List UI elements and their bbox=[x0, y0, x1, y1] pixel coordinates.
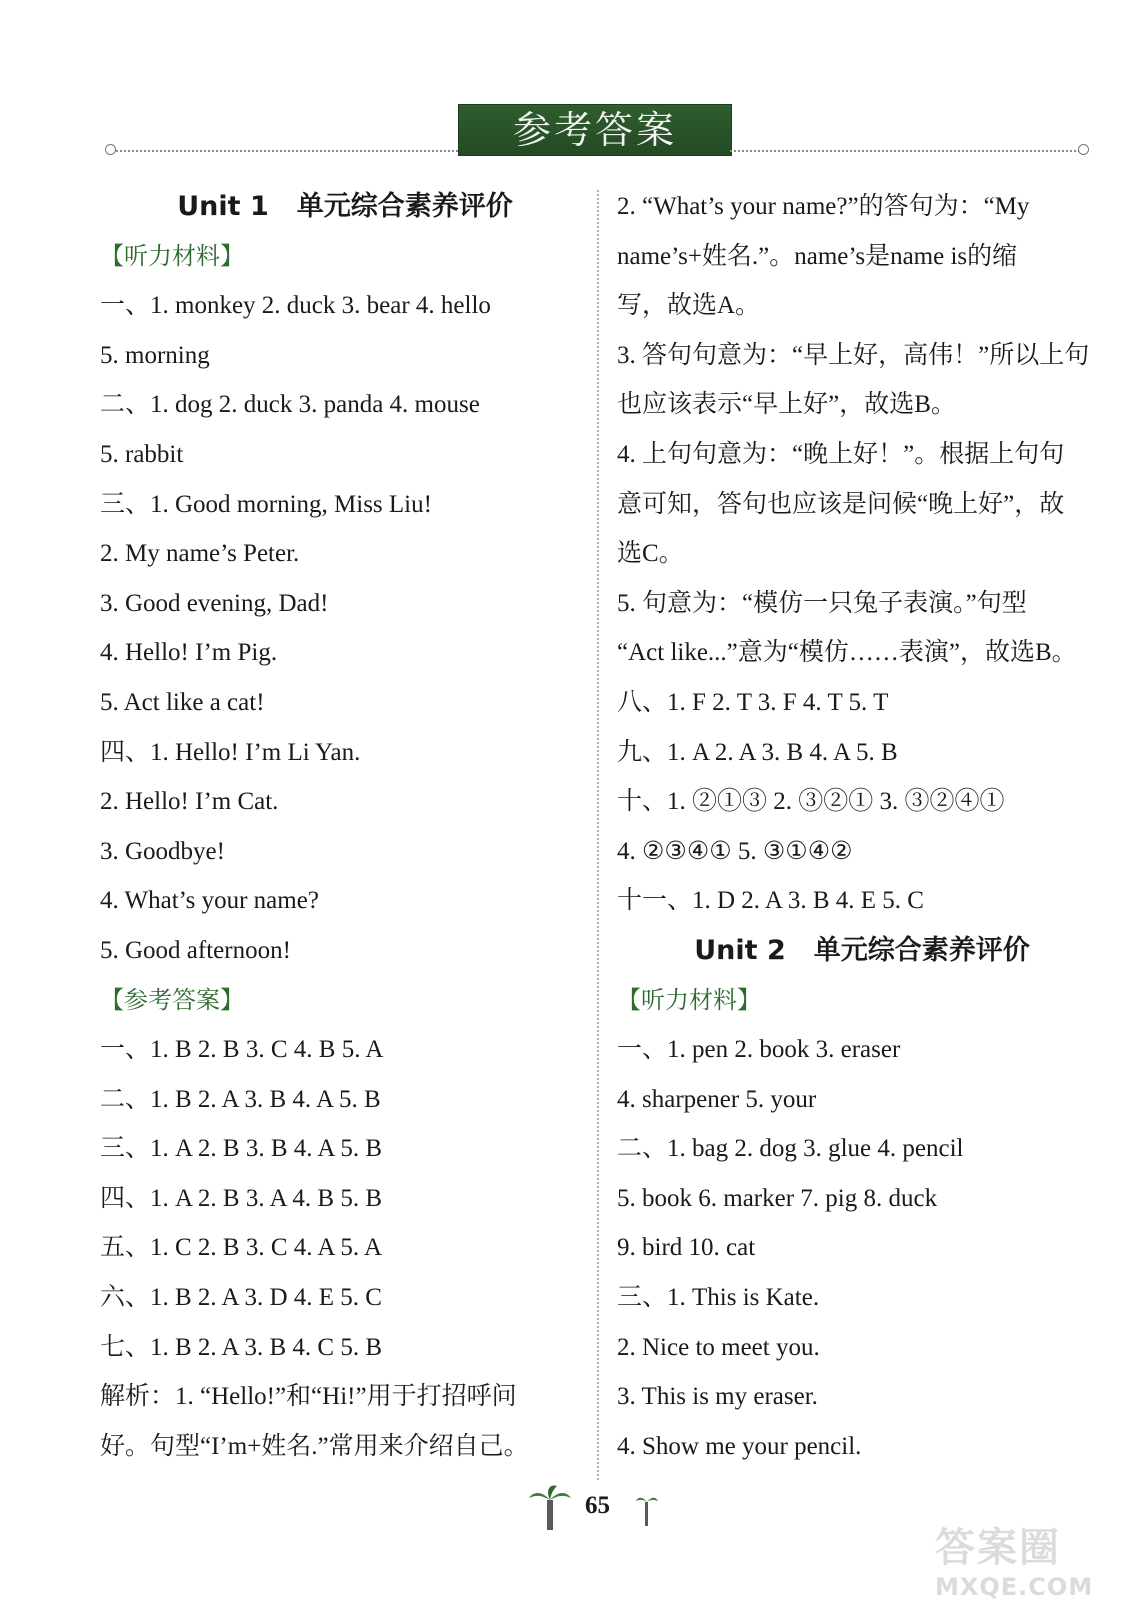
unit1-title bbox=[100, 182, 590, 232]
listening-line: 3. This is my eraser. bbox=[617, 1383, 818, 1411]
page-number: 65 bbox=[585, 1492, 610, 1519]
listening-line: 4. Hello! I’m Pig. bbox=[100, 639, 278, 667]
listening-line: 4. sharpener 5. your bbox=[617, 1085, 817, 1113]
watermark-top: 答案圈 bbox=[935, 1525, 1061, 1571]
column-divider bbox=[597, 190, 599, 1480]
listening-line: 4. Show me your pencil. bbox=[617, 1432, 862, 1460]
unit2-listening-header: 【听力材料】 bbox=[617, 985, 761, 1014]
unit1-listening-header: 【听力材料】 bbox=[100, 241, 244, 270]
answer-line: 三、1. A 2. B 3. B 4. A 5. B bbox=[100, 1135, 382, 1163]
listening-line: 2. My name’s Peter. bbox=[100, 540, 300, 568]
rule-left-end-circle bbox=[105, 144, 116, 155]
listening-line: 9. bird 10. cat bbox=[617, 1234, 756, 1262]
header-rule-left bbox=[116, 150, 458, 152]
unit1-answers-header: 【参考答案】 bbox=[100, 985, 244, 1014]
listening-line: 5. rabbit bbox=[100, 440, 184, 468]
explain-line: 5. 句意为：“模仿一只兔子表演。”句型 bbox=[617, 589, 1027, 617]
answer-line: 九、1. A 2. A 3. B 4. A 5. B bbox=[617, 738, 898, 766]
listening-line: 四、1. Hello! I’m Li Yan. bbox=[100, 738, 361, 766]
explain-line: 意可知，答句也应该是问候“晚上好”，故 bbox=[617, 490, 1065, 518]
listening-line: 5. Act like a cat! bbox=[100, 688, 265, 716]
answer-line: 十一、1. D 2. A 3. B 4. E 5. C bbox=[617, 887, 924, 915]
explain-line: 选C。 bbox=[617, 540, 684, 568]
listening-line: 5. morning bbox=[100, 341, 210, 369]
unit2-title bbox=[617, 926, 1107, 976]
analysis-line: 解析：1. “Hello!”和“Hi!”用于打招呼问 bbox=[100, 1383, 517, 1411]
answer-line: 二、1. B 2. A 3. B 4. A 5. B bbox=[100, 1085, 381, 1113]
listening-line: 5. Good afternoon! bbox=[100, 936, 291, 964]
unit2-name: 单元综合素养评价 bbox=[813, 934, 1030, 966]
answer-key-banner bbox=[458, 104, 732, 156]
header-rule-right bbox=[730, 150, 1080, 152]
listening-line: 2. Nice to meet you. bbox=[617, 1333, 820, 1361]
palm-tree-icon bbox=[527, 1484, 573, 1532]
answer-line: 四、1. A 2. B 3. A 4. B 5. B bbox=[100, 1184, 382, 1212]
listening-line: 3. Good evening, Dad! bbox=[100, 589, 329, 617]
listening-line: 5. book 6. marker 7. pig 8. duck bbox=[617, 1184, 938, 1212]
listening-line: 二、1. bag 2. dog 3. glue 4. pencil bbox=[617, 1135, 964, 1163]
explain-line: name’s+姓名.”。name’s是name is的缩 bbox=[617, 242, 1018, 270]
listening-line: 一、1. pen 2. book 3. eraser bbox=[617, 1036, 901, 1064]
explain-line: 4. 上句句意为：“晚上好！”。根据上句句 bbox=[617, 440, 1065, 468]
small-palm-icon bbox=[636, 1492, 658, 1528]
explain-line: 也应该表示“早上好”，故选B。 bbox=[617, 391, 956, 419]
answer-line: 八、1. F 2. T 3. F 4. T 5. T bbox=[617, 688, 889, 716]
answer-line: 五、1. C 2. B 3. C 4. A 5. A bbox=[100, 1234, 382, 1262]
banner-title: 参考答案 bbox=[512, 108, 677, 152]
listening-line: 三、1. This is Kate. bbox=[617, 1284, 820, 1312]
explain-line: 写，故选A。 bbox=[617, 292, 761, 320]
rule-right-end-circle bbox=[1078, 144, 1089, 155]
explain-line: 3. 答句句意为：“早上好，高伟！”所以上句 bbox=[617, 341, 1090, 369]
explain-line: “Act like...”意为“模仿……表演”，故选B。 bbox=[617, 639, 1077, 667]
listening-line: 三、1. Good morning, Miss Liu! bbox=[100, 490, 432, 518]
explain-line: 2. “What’s your name?”的答句为：“My bbox=[617, 193, 1030, 220]
answer-line: 七、1. B 2. A 3. B 4. C 5. B bbox=[100, 1333, 382, 1361]
unit2-label: Unit 2 bbox=[694, 934, 786, 966]
answer-line: 一、1. B 2. B 3. C 4. B 5. A bbox=[100, 1036, 384, 1064]
watermark-logo bbox=[935, 1516, 1115, 1601]
listening-line: 一、1. monkey 2. duck 3. bear 4. hello bbox=[100, 292, 491, 320]
unit1-name: 单元综合素养评价 bbox=[296, 191, 513, 222]
listening-line: 2. Hello! I’m Cat. bbox=[100, 788, 279, 816]
answer-line: 4. ②③④① 5. ③①④② bbox=[617, 837, 853, 865]
unit1-label: Unit 1 bbox=[177, 191, 269, 222]
answer-line: 六、1. B 2. A 3. D 4. E 5. C bbox=[100, 1284, 382, 1312]
watermark-bottom: MXQE.COM bbox=[935, 1573, 1094, 1601]
listening-line: 3. Goodbye! bbox=[100, 837, 225, 865]
answer-line: 十、1. ②①③ 2. ③②① 3. ③②④① bbox=[617, 788, 1005, 816]
right-column bbox=[617, 182, 1107, 1471]
listening-line: 4. What’s your name? bbox=[100, 887, 319, 915]
listening-line: 二、1. dog 2. duck 3. panda 4. mouse bbox=[100, 391, 480, 419]
analysis-line: 好。句型“I’m+姓名.”常用来介绍自己。 bbox=[100, 1432, 529, 1460]
left-column bbox=[100, 182, 590, 1471]
